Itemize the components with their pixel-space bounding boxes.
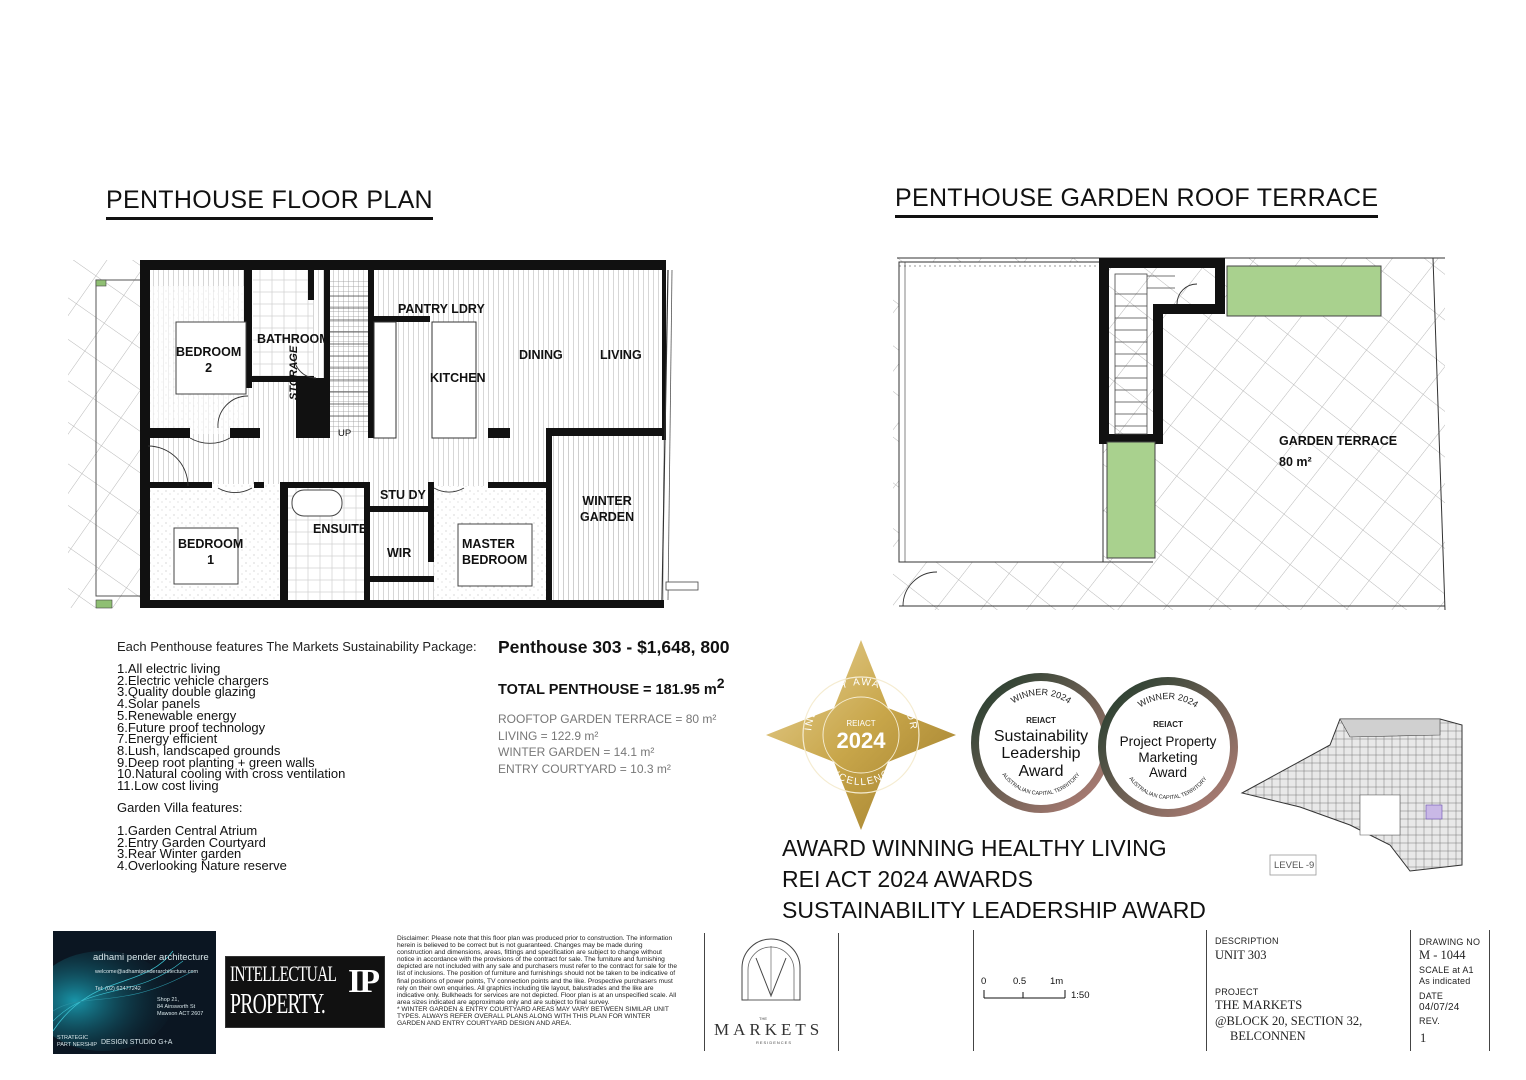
floor-plan-title: PENTHOUSE FLOOR PLAN xyxy=(106,186,433,220)
garden-villa-item: 1.Garden Central Atrium xyxy=(117,823,258,838)
sustainability-heading: Each Penthouse features The Markets Sustainability Package: xyxy=(117,639,477,654)
room-label-wir: WIR xyxy=(387,546,412,560)
markets-sub: RESIDENCES xyxy=(756,1040,793,1045)
sustainability-item: 7.Energy efficient xyxy=(117,731,218,747)
room-label-kitchen: KITCHEN xyxy=(430,371,486,385)
scale-value: As indicated xyxy=(1419,976,1471,986)
marketing-award-badge xyxy=(1097,676,1239,818)
drawing-no-value: M - 1044 xyxy=(1419,948,1466,962)
award-line: AWARD WINNING HEALTHY LIVING xyxy=(782,835,1167,861)
area-item: WINTER GARDEN = 14.1 m² xyxy=(498,745,655,759)
description-label: DESCRIPTION xyxy=(1215,936,1279,946)
project-line-3: BELCONNEN xyxy=(1230,1029,1306,1043)
marketing-badge-line3: Award xyxy=(1148,765,1188,780)
garden-villa-item: 3.Rear Winter garden xyxy=(117,846,242,862)
sustainability-item: 4.Solar panels xyxy=(117,696,201,712)
markets-the: THE xyxy=(759,1016,767,1021)
architect-tel: Tel: (02) 62477242 xyxy=(95,986,141,992)
award-line: SUSTAINABILITY LEADERSHIP AWARD xyxy=(782,897,1206,923)
sustainability-item: 9.Deep root planting + green walls xyxy=(117,754,315,770)
architect-logo xyxy=(53,931,216,1054)
sustainability-badge-line1: Sustainability xyxy=(993,728,1089,745)
sustainability-item: 6.Future proof technology xyxy=(117,719,266,735)
room-label-bedroom-2: BEDROOM 2 xyxy=(176,345,242,375)
sustainability-item: 11.Low cost living xyxy=(117,778,219,794)
industry-badge-org: REIACT xyxy=(846,719,876,728)
sustainability-item: 3.Quality double glazing xyxy=(117,684,256,700)
penthouse-price: Penthouse 303 - $1,648, 800 xyxy=(498,637,730,657)
industry-awards-badge xyxy=(766,640,956,830)
garden-terrace-area: 80 m² xyxy=(1279,455,1312,469)
sustainability-badge-line3: Award xyxy=(1018,763,1064,780)
scale-tick-1m: 1m xyxy=(1050,976,1064,987)
garden-villa-item: 4.Overlooking Nature reserve xyxy=(117,858,287,874)
rev-value: 1 xyxy=(1420,1031,1427,1045)
area-breakdown xyxy=(498,711,716,777)
floor-plan-drawing xyxy=(68,256,700,612)
divider xyxy=(704,933,705,1051)
garden-villa-list xyxy=(117,825,287,872)
room-label-bedroom-1: BEDROOM 1 xyxy=(178,537,244,567)
project-line-2: @BLOCK 20, SECTION 32, xyxy=(1215,1014,1363,1028)
room-label-bathroom: BATHROOM xyxy=(257,332,330,346)
divider xyxy=(1206,930,1207,1051)
room-label-living: LIVING xyxy=(600,348,642,362)
scale-bar xyxy=(983,988,1067,1000)
markets-name: MARKETS xyxy=(714,1020,824,1039)
ip-logo-mark: IP xyxy=(348,963,378,1000)
date-value: 04/07/24 xyxy=(1419,1002,1460,1013)
date-label: DATE xyxy=(1419,991,1444,1001)
award-line: REI ACT 2024 AWARDS xyxy=(782,866,1033,892)
award-statement xyxy=(782,833,1206,926)
scale-tick-05: 0.5 xyxy=(1013,976,1027,987)
scale-ratio: 1:50 xyxy=(1071,990,1090,1001)
area-item: ROOFTOP GARDEN TERRACE = 80 m² xyxy=(498,712,717,726)
scale-tick-0: 0 xyxy=(981,976,987,987)
marketing-badge-line1: Project Property xyxy=(1119,734,1217,749)
roof-terrace-title: PENTHOUSE GARDEN ROOF TERRACE xyxy=(895,184,1378,218)
architect-name: adhami pender architecture xyxy=(93,952,209,963)
ip-logo-line2: PROPERTY. xyxy=(230,989,326,1020)
room-label-up: UP xyxy=(338,428,352,439)
sustainability-badge-line2: Leadership xyxy=(1001,745,1081,762)
sustainability-item: 8.Lush, landscaped grounds xyxy=(117,742,281,758)
industry-badge-arc-top: INDUSTRY AWARDS FOR xyxy=(803,676,919,732)
sustainability-item: 10.Natural cooling with cross ventilation xyxy=(117,766,346,782)
divider xyxy=(1410,930,1411,1051)
area-item: ENTRY COURTYARD = 10.3 m² xyxy=(498,761,671,776)
marketing-badge-line2: Marketing xyxy=(1138,750,1198,765)
ip-logo-line1: INTELLECTUAL xyxy=(230,961,337,986)
industry-badge-year: 2024 xyxy=(836,728,886,753)
total-area: TOTAL PENTHOUSE = 181.95 $m^2$ xyxy=(498,675,725,698)
marketing-badge-top: WINNER 2024 xyxy=(1136,690,1201,710)
project-label: PROJECT xyxy=(1215,987,1259,997)
room-label-dining: DINING xyxy=(519,348,563,362)
design-studio: DESIGN STUDIO G+A xyxy=(101,1039,173,1046)
marketing-badge-org: REIACT xyxy=(1153,720,1183,729)
sustainability-item: 1.All electric living xyxy=(117,661,221,676)
sustainability-badge-org: REIACT xyxy=(1026,716,1056,725)
room-label-storage: STORAGE xyxy=(288,345,300,400)
area-item: LIVING = 122.9 m² xyxy=(498,728,599,743)
strategic-partnership: STRATEGIC PART NERSHIP xyxy=(57,1035,98,1048)
garden-terrace-label: GARDEN TERRACE xyxy=(1279,434,1398,448)
disclaimer: Disclaimer: Please note that this floor plan was produced prior to construction. The information herein is believed to be correct but is not guaranteed. Changes may be made during construction and dimensions, areas, fittings and specification are subject to change without notice in accordance with the provisions of the contract for sale. The furniture and furnishing depicted are not included with any sale and purchasers must refer to the contract for sale for the list of inclusions. The position of furniture and furnishings should not be taken to be indicative of final positions of power points, TV connection points and the like. Prospective purchasers must rely on their own enquiries. All graphics including tile layout, balustrades and the like are indicative only. Bulkheads for services are not depicted. Floor plan is at an unspecified scale. All area sizes indicated are approximate only and are subject to final survey. * WINTER GARDEN & ENTRY COURTYARD AREAS MAY VARY BETWEEN SIMILAR UNIT TYPES. ALWAYS REFER OVERALL PLANS ALONG WITH THIS PLAN FOR WINTER GARDEN AND ENTRY COURTYARD DESIGN AND AREA. xyxy=(397,935,678,1028)
room-label-winter-garden: WINTER GARDEN xyxy=(580,494,635,524)
divider xyxy=(1489,930,1490,1051)
room-label-study: STU DY xyxy=(380,488,426,502)
project-line-1: THE MARKETS xyxy=(1215,998,1303,1012)
divider xyxy=(973,930,974,1051)
industry-badge-arc-bottom: EXCELLENCE xyxy=(823,762,899,789)
sustainability-list xyxy=(117,663,345,792)
scale-label: SCALE at A1 xyxy=(1419,965,1474,975)
ip-logo xyxy=(225,956,385,1028)
divider xyxy=(838,933,839,1051)
sustainability-award-badge xyxy=(970,672,1112,814)
sustainability-badge-top: WINNER 2024 xyxy=(1009,686,1074,706)
sustainability-item: 2.Electric vehicle chargers xyxy=(117,672,269,688)
sustainability-item: 5.Renewable energy xyxy=(117,707,237,723)
drawing-no-label: DRAWING NO xyxy=(1419,937,1481,947)
sustainability-badge-bottom: AUSTRALIAN CAPITAL TERRITORY xyxy=(1000,771,1082,798)
room-label-master-bedroom: MASTER BEDROOM xyxy=(462,537,528,567)
architect-address: Shop 21, 84 Ainsworth St Mawson ACT 2607 xyxy=(157,997,204,1017)
marketing-badge-bottom: AUSTRALIAN CAPITAL TERRITORY xyxy=(1127,775,1209,802)
markets-arch-logo xyxy=(738,938,804,1002)
garden-villa-heading: Garden Villa features: xyxy=(117,800,243,815)
room-label-pantry-ldry: PANTRY LDRY xyxy=(398,302,485,316)
room-label-ensuite: ENSUITE xyxy=(313,522,368,536)
description-value: UNIT 303 xyxy=(1215,948,1267,962)
rev-label: REV. xyxy=(1419,1016,1440,1026)
garden-villa-item: 2.Entry Garden Courtyard xyxy=(117,834,266,850)
key-plan-level: LEVEL -9 xyxy=(1274,860,1315,871)
architect-email: welcome@adhamipenderarchitecture.com xyxy=(95,969,199,975)
